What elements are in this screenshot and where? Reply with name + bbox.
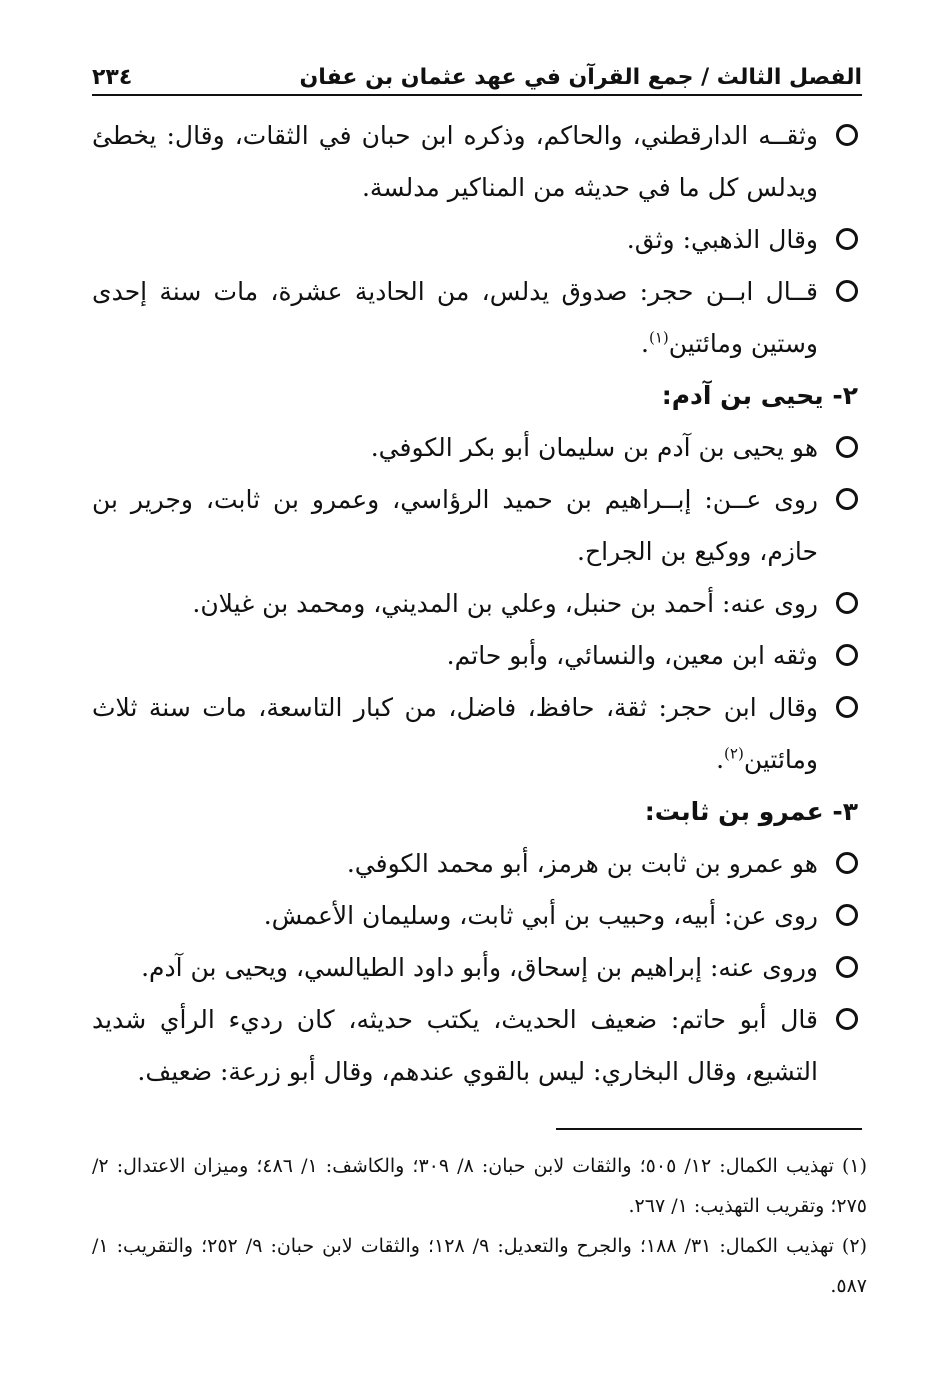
circle-bullet-icon [836, 228, 858, 250]
circle-bullet-icon [836, 904, 858, 926]
bullet-item [92, 682, 862, 786]
footnote-ref[interactable]: (٢) [724, 744, 744, 763]
item-text: هو عمرو بن ثابت بن هرمز، أبو محمد الكوفي. [346, 849, 818, 878]
chapter-title: الفصل الثالث / جمع القرآن في عهد عثمان بن عفان [299, 65, 862, 90]
bullet-item [92, 474, 862, 578]
bullet-item [92, 890, 862, 942]
bullet-item [92, 838, 862, 890]
circle-bullet-icon [836, 592, 858, 614]
bullet-item [92, 422, 862, 474]
bullet-item [92, 994, 862, 1098]
page-number: ٢٣٤ [92, 65, 133, 90]
main-text [92, 110, 862, 1098]
item-text: وقال الذهبي: وثق. [626, 225, 818, 254]
item-text: وروى عنه: إبراهيم بن إسحاق، وأبو داود الطيالسي، ويحيى بن آدم. [141, 953, 818, 982]
circle-bullet-icon [836, 1008, 858, 1030]
circle-bullet-icon [836, 696, 858, 718]
section-heading: ٣- عمرو بن ثابت: [644, 797, 858, 826]
item-text: وثقه ابن معين، والنسائي، وأبو حاتم. [446, 641, 818, 670]
circle-bullet-icon [836, 436, 858, 458]
item-text: هو يحيى بن آدم بن سليمان أبو بكر الكوفي. [370, 433, 818, 462]
bullet-item [92, 110, 862, 214]
item-text: روى عــن: إبــراهيم بن حميد الرؤاسي، وعمرو بن ثابت، وجرير بن حازم، ووكيع بن الجراح. [92, 485, 818, 566]
bullet-item [92, 214, 862, 266]
item-end-punct: . [716, 745, 725, 774]
bullet-item [92, 578, 862, 630]
item-text: روى عن: أبيه، وحبيب بن أبي ثابت، وسليمان الأعمش. [263, 901, 818, 930]
footnotes [92, 1146, 867, 1306]
item-text: وقال ابن حجر: ثقة، حافظ، فاضل، من كبار التاسعة، مات سنة ثلاث ومائتين [92, 693, 818, 774]
item-end-punct: . [641, 329, 649, 358]
circle-bullet-icon [836, 852, 858, 874]
item-text: قــال ابــن حجر: صدوق يدلس، من الحادية عشرة، مات سنة إحدى وستين ومائتين [92, 277, 818, 358]
item-text: روى عنه: أحمد بن حنبل، وعلي بن المديني، ومحمد بن غيلان. [192, 589, 818, 618]
circle-bullet-icon [836, 644, 858, 666]
circle-bullet-icon [836, 488, 858, 510]
bullet-item [92, 630, 862, 682]
bullet-item [92, 942, 862, 994]
circle-bullet-icon [836, 280, 858, 302]
footnote: (٢) تهذيب الكمال: ٣١/ ١٨٨؛ والجرح والتعديل: ٩/ ١٢٨؛ والثقات لابن حبان: ٩/ ٢٥٢؛ والتقريب: ١/ ٥٨٧. [92, 1235, 867, 1297]
circle-bullet-icon [836, 956, 858, 978]
circle-bullet-icon [836, 124, 858, 146]
section-heading: ٢- يحيى بن آدم: [661, 381, 858, 410]
item-text: وثقــه الدارقطني، والحاكم، وذكره ابن حبان في الثقات، وقال: يخطئ ويدلس كل ما في حديثه من المناكير مدلسة. [92, 121, 818, 202]
running-header [92, 56, 862, 96]
item-text: قال أبو حاتم: ضعيف الحديث، يكتب حديثه، كان رديء الرأي شديد التشيع، وقال البخاري: ليس بالقوي عندهم، وقال أبو زرعة: ضعيف. [92, 1005, 818, 1086]
footnote-ref[interactable]: (١) [648, 328, 669, 347]
footnote-separator [556, 1128, 862, 1130]
footnote: (١) تهذيب الكمال: ١٢/ ٥٠٥؛ والثقات لابن حبان: ٨/ ٣٠٩؛ والكاشف: ١/ ٤٨٦؛ وميزان الاعتدال: ٢/ ٢٧٥؛ وتقريب التهذيب: ١/ ٢٦٧. [92, 1155, 868, 1217]
bullet-item [92, 266, 862, 370]
